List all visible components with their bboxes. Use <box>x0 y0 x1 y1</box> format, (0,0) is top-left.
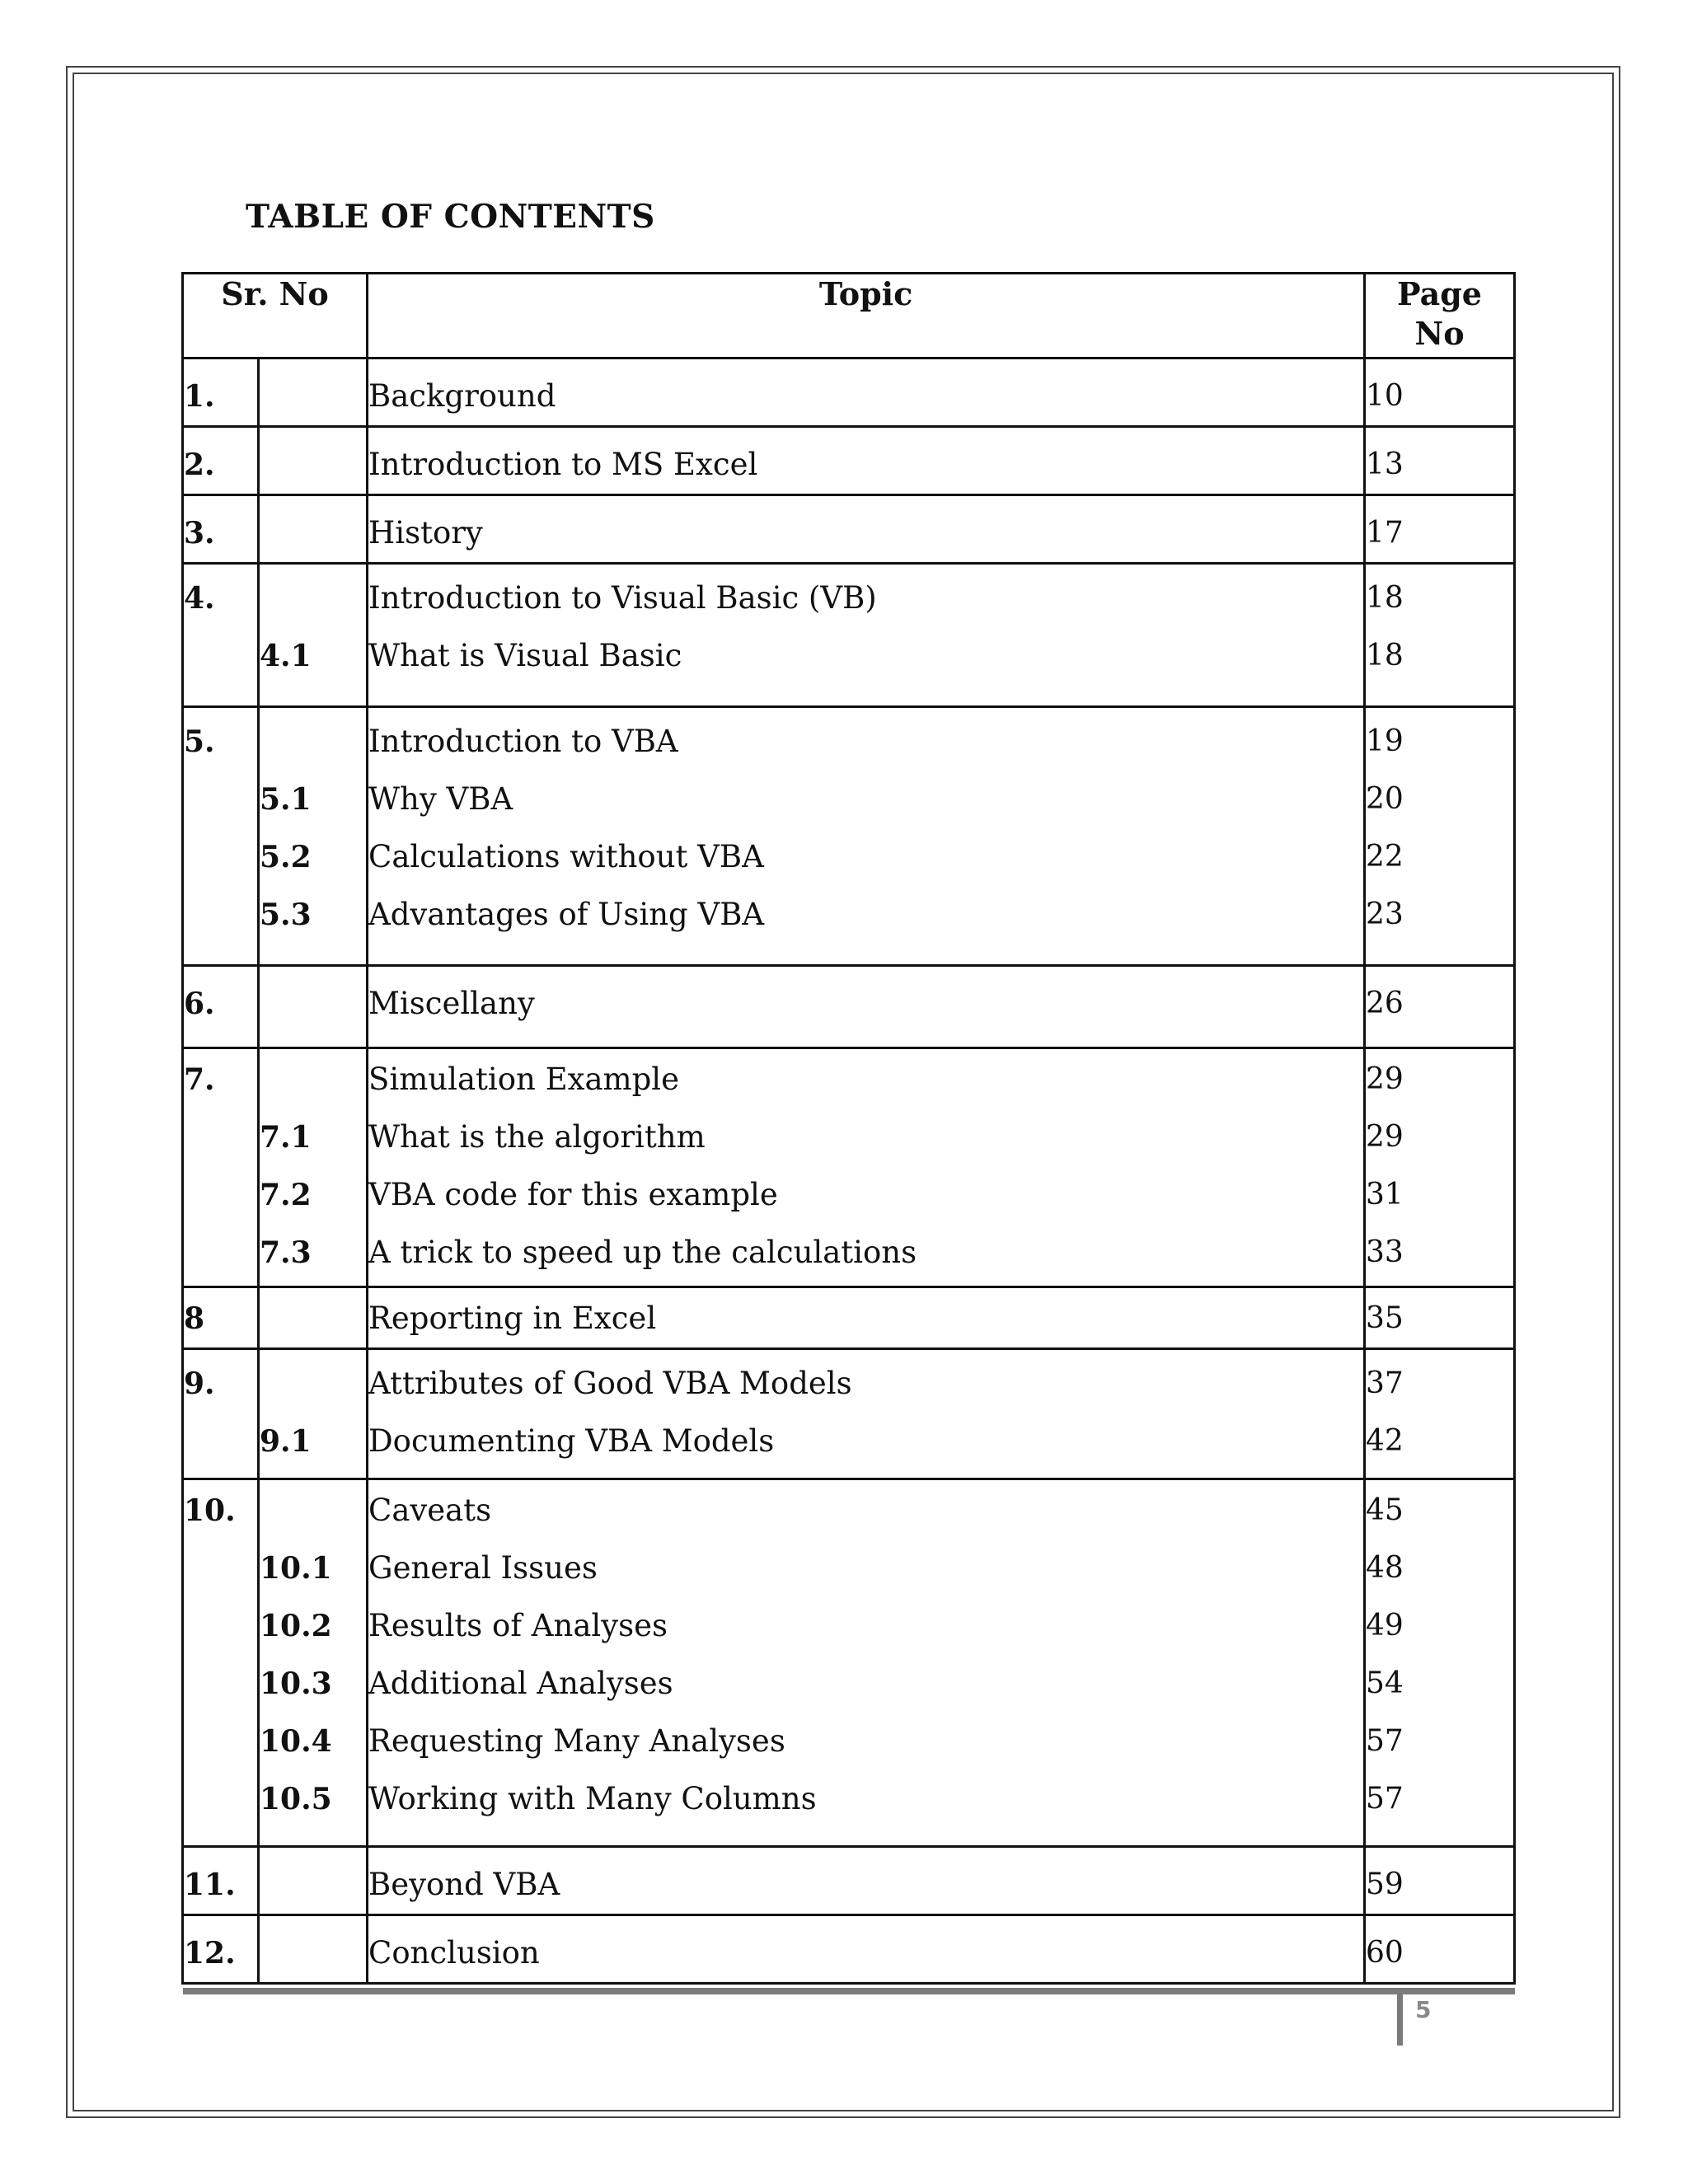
topic-page-number: 19 <box>1366 724 1404 758</box>
toc-table <box>181 272 1516 1985</box>
subsection-number <box>260 504 366 562</box>
topic-title: Results of Analyses <box>368 1608 668 1643</box>
toc-row-number <box>183 1349 259 1479</box>
toc-row <box>183 1048 1515 1287</box>
topic-page-number: 23 <box>1366 898 1404 931</box>
subsection-number <box>260 1924 366 1982</box>
toc-subsection-numbers <box>259 1048 368 1287</box>
toc-subsection-numbers <box>259 359 368 427</box>
toc-row <box>183 1479 1515 1847</box>
subsection-number: 7.2 <box>260 1178 312 1212</box>
topic-page-number: 33 <box>1366 1235 1404 1269</box>
toc-subsection-numbers <box>259 495 368 564</box>
toc-topics <box>368 1479 1365 1847</box>
toc-topics <box>368 1349 1365 1479</box>
toc-page-numbers <box>1365 966 1515 1048</box>
toc-page-numbers <box>1365 1915 1515 1984</box>
footer-rule <box>183 1988 1515 1994</box>
toc-subsection-numbers <box>259 1915 368 1984</box>
subsection-number: 10.1 <box>260 1551 332 1586</box>
topic-page-number: 26 <box>1366 987 1404 1020</box>
topic-page-number: 29 <box>1366 1120 1404 1154</box>
row-number-text: 8 <box>184 1301 205 1336</box>
toc-row <box>183 1847 1515 1915</box>
toc-subsection-numbers <box>259 966 368 1048</box>
subsection-number <box>260 1290 366 1347</box>
row-number-text: 7. <box>184 1062 215 1097</box>
subsection-number <box>260 1856 366 1914</box>
toc-topics <box>368 495 1365 564</box>
toc-row <box>183 1287 1515 1349</box>
toc-row <box>183 707 1515 966</box>
subsection-number: 7.1 <box>260 1120 312 1155</box>
toc-row-number <box>183 495 259 564</box>
topic-title: Introduction to Visual Basic (VB) <box>368 580 877 616</box>
topic-title: Introduction to MS Excel <box>368 447 758 482</box>
subsection-number <box>260 975 366 1033</box>
topic-title: History <box>368 515 483 551</box>
toc-topics <box>368 427 1365 495</box>
topic-page-number: 37 <box>1366 1366 1404 1400</box>
topic-title: What is Visual Basic <box>368 638 682 673</box>
subsection-number: 10.5 <box>260 1782 332 1816</box>
subsection-number: 9.1 <box>260 1424 312 1459</box>
toc-row-number <box>183 1479 259 1847</box>
header-page-no-text: Page No <box>1397 275 1482 352</box>
header-topic: Topic <box>368 274 1365 359</box>
topic-title: Additional Analyses <box>368 1666 673 1701</box>
toc-row <box>183 966 1515 1048</box>
topic-title: Background <box>368 378 556 414</box>
subsection-number: 10.4 <box>260 1724 332 1759</box>
topic-title: Reporting in Excel <box>368 1301 657 1336</box>
header-sr-no: Sr. No <box>183 274 368 359</box>
page-number: 5 <box>1415 1996 1432 2023</box>
subsection-number: 7.3 <box>260 1235 312 1270</box>
toc-subsection-numbers <box>259 427 368 495</box>
subsection-number: 5.3 <box>260 898 312 932</box>
subsection-number: 10.2 <box>260 1609 332 1643</box>
row-number-text: 9. <box>184 1366 215 1401</box>
toc-row-number <box>183 1287 259 1349</box>
topic-page-number: 18 <box>1366 581 1404 615</box>
topic-page-number: 22 <box>1366 840 1404 874</box>
topic-title: Conclusion <box>368 1935 540 1971</box>
topic-page-number: 31 <box>1366 1178 1404 1212</box>
header-page-no <box>1365 274 1515 359</box>
toc-topics <box>368 564 1365 707</box>
topic-title: What is the algorithm <box>368 1119 706 1155</box>
toc-page-numbers <box>1365 1847 1515 1915</box>
toc-topics <box>368 1287 1365 1349</box>
toc-subsection-numbers <box>259 1349 368 1479</box>
toc-page-numbers <box>1365 707 1515 966</box>
toc-topics <box>368 1048 1365 1287</box>
row-number-text: 11. <box>184 1868 236 1902</box>
row-number-text: 3. <box>184 516 215 551</box>
subsection-number <box>260 713 366 771</box>
toc-page-numbers <box>1365 564 1515 707</box>
topic-title: Advantages of Using VBA <box>368 897 765 932</box>
topic-page-number: 17 <box>1366 516 1404 550</box>
toc-subsection-numbers <box>259 707 368 966</box>
topic-title: Requesting Many Analyses <box>368 1723 785 1759</box>
topic-page-number: 60 <box>1366 1936 1404 1970</box>
toc-row-number <box>183 1915 259 1984</box>
topic-title: Caveats <box>368 1493 492 1528</box>
toc-topics <box>368 1847 1365 1915</box>
subsection-number: 5.2 <box>260 840 312 874</box>
toc-subsection-numbers <box>259 564 368 707</box>
toc-row <box>183 427 1515 495</box>
toc-row-number <box>183 1048 259 1287</box>
topic-page-number: 10 <box>1366 379 1404 413</box>
toc-row-number <box>183 966 259 1048</box>
toc-header-row <box>183 274 1515 359</box>
topic-title: Simulation Example <box>368 1062 680 1097</box>
row-number-text: 5. <box>184 724 215 759</box>
topic-page-number: 35 <box>1366 1301 1404 1335</box>
topic-title: A trick to speed up the calculations <box>368 1235 917 1270</box>
toc-row <box>183 1349 1515 1479</box>
toc-page-numbers <box>1365 1349 1515 1479</box>
row-number-text: 10. <box>184 1493 236 1528</box>
subsection-number: 4.1 <box>260 639 312 673</box>
toc-topics <box>368 966 1365 1048</box>
toc-page-numbers <box>1365 1479 1515 1847</box>
topic-title: Documenting VBA Models <box>368 1423 775 1459</box>
row-number-text: 4. <box>184 581 215 616</box>
toc-body <box>183 359 1515 1984</box>
toc-page-numbers <box>1365 427 1515 495</box>
toc-title: TABLE OF CONTENTS <box>246 198 655 236</box>
toc-subsection-numbers <box>259 1847 368 1915</box>
topic-page-number: 13 <box>1366 448 1404 481</box>
topic-page-number: 49 <box>1366 1609 1404 1643</box>
topic-page-number: 45 <box>1366 1493 1404 1527</box>
subsection-number: 5.1 <box>260 782 312 817</box>
subsection-number <box>260 368 366 425</box>
toc-row <box>183 1915 1515 1984</box>
topic-page-number: 48 <box>1366 1551 1404 1585</box>
subsection-number: 10.3 <box>260 1666 332 1701</box>
row-number-text: 6. <box>184 987 215 1021</box>
topic-page-number: 54 <box>1366 1666 1404 1700</box>
row-number-text: 1. <box>184 379 215 414</box>
subsection-number <box>260 569 366 627</box>
toc-topics <box>368 359 1365 427</box>
topic-page-number: 57 <box>1366 1724 1404 1758</box>
toc-row-number <box>183 359 259 427</box>
toc-row <box>183 359 1515 427</box>
toc-page-numbers <box>1365 1048 1515 1287</box>
toc-row-number <box>183 707 259 966</box>
subsection-number <box>260 436 366 494</box>
subsection-number <box>260 1051 366 1108</box>
topic-page-number: 29 <box>1366 1062 1404 1096</box>
toc-row <box>183 495 1515 564</box>
toc-page-numbers <box>1365 359 1515 427</box>
topic-title: Miscellany <box>368 986 535 1021</box>
toc-row-number <box>183 1847 259 1915</box>
subsection-number <box>260 1482 366 1540</box>
topic-page-number: 57 <box>1366 1782 1404 1816</box>
topic-title: Calculations without VBA <box>368 839 764 874</box>
topic-page-number: 18 <box>1366 639 1404 673</box>
topic-title: Beyond VBA <box>368 1867 560 1902</box>
row-number-text: 2. <box>184 448 215 482</box>
toc-row <box>183 564 1515 707</box>
topic-title: General Issues <box>368 1550 598 1586</box>
topic-page-number: 42 <box>1366 1424 1404 1458</box>
toc-row-number <box>183 427 259 495</box>
toc-page-numbers <box>1365 495 1515 564</box>
page-number-bar <box>1397 1988 1403 2046</box>
toc-topics <box>368 1915 1365 1984</box>
toc-subsection-numbers <box>259 1287 368 1349</box>
topic-title: Introduction to VBA <box>368 724 678 759</box>
topic-title: VBA code for this example <box>368 1177 778 1212</box>
toc-row-number <box>183 564 259 707</box>
topic-title: Attributes of Good VBA Models <box>368 1366 852 1401</box>
topic-page-number: 59 <box>1366 1868 1404 1901</box>
subsection-number <box>260 1355 366 1413</box>
row-number-text: 12. <box>184 1936 236 1971</box>
toc-subsection-numbers <box>259 1479 368 1847</box>
topic-title: Why VBA <box>368 781 513 817</box>
toc-page-numbers <box>1365 1287 1515 1349</box>
toc-topics <box>368 707 1365 966</box>
topic-page-number: 20 <box>1366 782 1404 816</box>
topic-title: Working with Many Columns <box>368 1781 817 1816</box>
